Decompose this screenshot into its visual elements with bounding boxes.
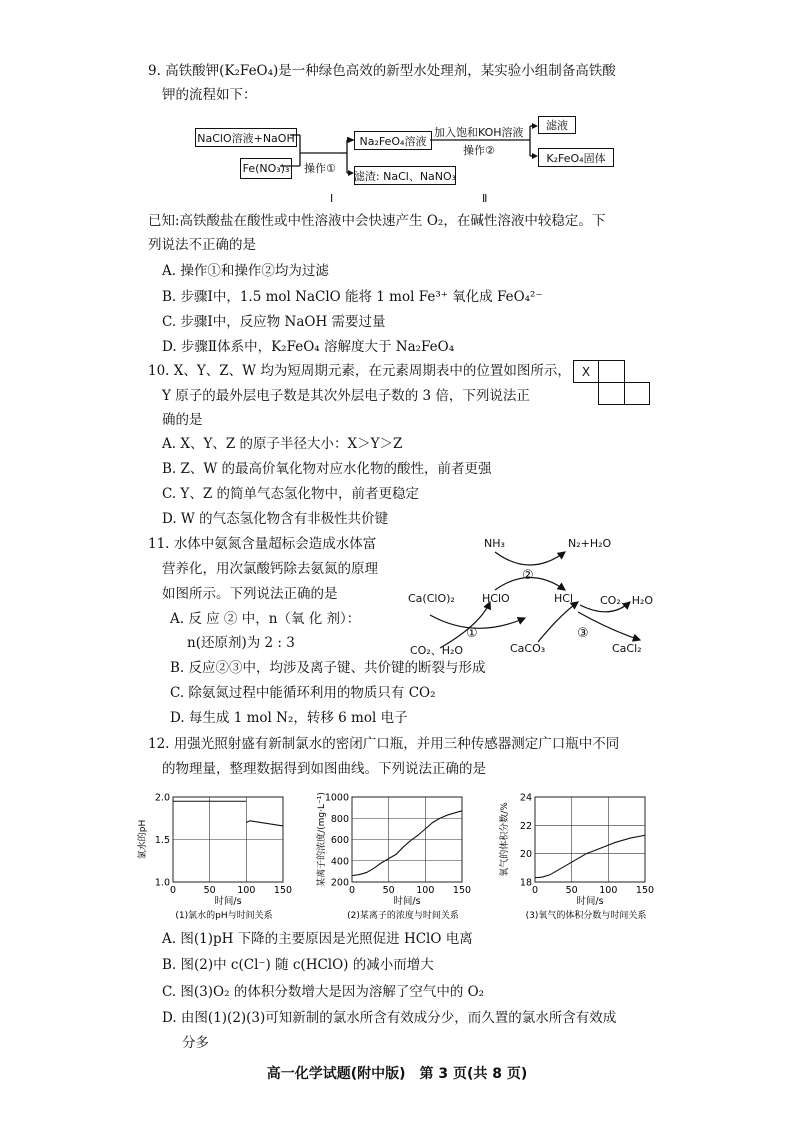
chart-y-tick-label: 400 bbox=[330, 856, 349, 868]
chart-x-tick-label: 0 bbox=[531, 885, 539, 896]
q9-stem-line1: 9. 高铁酸钾(K₂FeO₄)是一种绿色高效的新型水处理剂，某实验小组制备高铁酸 bbox=[148, 63, 616, 79]
chart-y-tick-label: 1000 bbox=[324, 792, 349, 804]
chart-title: (3)氧气的体积分数与时间关系 bbox=[525, 911, 647, 921]
chart-y-tick-label: 24 bbox=[519, 792, 532, 804]
q12-charts bbox=[135, 785, 675, 925]
q11-caclo2-label: Ca(ClO)₂ bbox=[408, 592, 455, 605]
q11-hclo-label: HClO bbox=[482, 592, 510, 605]
chart-series-line bbox=[352, 811, 462, 876]
chart-x-tick-label: 150 bbox=[452, 885, 472, 896]
chart-y-tick-label: 1.0 bbox=[154, 877, 170, 889]
chart-series-line bbox=[535, 835, 645, 878]
page-footer: 高一化学试题(附中版) 第 3 页(共 8 页) bbox=[266, 1066, 528, 1082]
chart-y-axis-label: 氯水的pH bbox=[138, 819, 148, 860]
q11-stem-line3: 如图所示。下列说法正确的是 bbox=[162, 586, 338, 602]
q9-box-fe-no3: Fe(NO₃)₃ bbox=[240, 158, 292, 179]
q11-hcl-label: HCl bbox=[554, 592, 574, 605]
q12-option-d-line2: 分多 bbox=[182, 1035, 209, 1051]
chart-x-tick-label: 100 bbox=[416, 885, 435, 896]
q11-stem-line2: 营养化，用次氯酸钙除去氨氮的原理 bbox=[162, 561, 378, 577]
q10-option-c: C. Y、Z 的简单气态氢化物中，前者更稳定 bbox=[162, 486, 420, 502]
q11-co2-h2o-top-label: CO₂、H₂O bbox=[600, 594, 654, 607]
chart-frame bbox=[535, 797, 645, 882]
q12-option-d-line1: D. 由图(1)(2)(3)可知新制的氯水所含有效成分少，而久置的氯水所含有效成 bbox=[162, 1010, 617, 1026]
q9-op2-label: 操作② bbox=[463, 144, 495, 157]
q11-option-a-line1: A. 反 应 ② 中，n（氧 化 剂）： bbox=[170, 611, 361, 627]
q9-box-residue: 滤渣: NaCl、NaNO₃ bbox=[354, 166, 456, 185]
periodic-cell-empty bbox=[598, 382, 625, 405]
chart-y-tick-label: 20 bbox=[519, 849, 532, 861]
chart-y-axis-label: 氧气的体积分数/% bbox=[500, 802, 510, 877]
q9-step2-label: Ⅱ bbox=[482, 192, 488, 205]
chart-y-tick-label: 2.0 bbox=[154, 792, 170, 804]
q9-box-naclo-naoh: NaClO溶液+NaOH bbox=[195, 128, 297, 147]
q9-option-d: D. 步骤Ⅱ体系中，K₂FeO₄ 溶解度大于 Na₂FeO₄ bbox=[162, 339, 455, 355]
q9-option-b: B. 步骤Ⅰ中，1.5 mol NaClO 能将 1 mol Fe³⁺ 氧化成 FeO₄²⁻ bbox=[162, 289, 543, 305]
chart-x-tick-label: 150 bbox=[273, 885, 293, 896]
q9-box-k2feo4: K₂FeO₄固体 bbox=[538, 148, 614, 167]
q9-box-filtrate: 滤液 bbox=[538, 116, 576, 134]
q11-co2-h2o-bottom-label: CO₂、H₂O bbox=[410, 644, 464, 657]
chart-x-tick-label: 50 bbox=[382, 885, 395, 896]
q9-known-line2: 列说法不正确的是 bbox=[148, 237, 256, 253]
q12-stem-line2: 的物理量，整理数据得到如图曲线。下列说法正确的是 bbox=[162, 761, 486, 777]
chart-x-tick-label: 50 bbox=[203, 885, 216, 896]
chart-x-tick-label: 150 bbox=[635, 885, 655, 896]
chart-y-tick-label: 600 bbox=[330, 835, 349, 846]
q10-option-b: B. Z、W 的最高价氧化物对应水化物的酸性，前者更强 bbox=[162, 461, 492, 477]
chart-title: (2)某离子的浓度与时间关系 bbox=[347, 911, 459, 921]
q10-stem-line3: 确的是 bbox=[162, 412, 203, 428]
q10-option-a: A. X、Y、Z 的原子半径大小：X＞Y＞Z bbox=[162, 436, 403, 452]
q11-cacl2-label: CaCl₂ bbox=[612, 642, 642, 655]
q11-option-d: D. 每生成 1 mol N₂，转移 6 mol 电子 bbox=[170, 710, 408, 726]
q9-stem-line2: 钾的流程如下： bbox=[162, 87, 257, 103]
q10-option-d: D. W 的气态氢化物含有非极性共价键 bbox=[162, 511, 389, 527]
chart-y-tick-label: 800 bbox=[330, 813, 349, 825]
q9-box-na2feo4: Na₂FeO₄溶液 bbox=[354, 131, 432, 150]
chart-y-tick-label: 18 bbox=[519, 877, 532, 889]
q11-reaction3-number: ③ bbox=[577, 626, 589, 641]
q9-op1-label: 操作① bbox=[304, 162, 336, 175]
chart-y-tick-label: 1.5 bbox=[154, 835, 170, 846]
q11-stem-line1: 11. 水体中氨氮含量超标会造成水体富 bbox=[148, 536, 377, 552]
periodic-cell-empty bbox=[598, 360, 625, 383]
q11-reaction1-number: ① bbox=[466, 626, 478, 641]
q12-stem-line1: 12. 用强光照射盛有新制氯水的密闭广口瓶，并用三种传感器测定广口瓶中不同 bbox=[148, 736, 620, 752]
q11-nh3-label: NH₃ bbox=[484, 537, 505, 550]
q11-option-a-line2: n(还原剂)为 2 : 3 bbox=[187, 635, 295, 651]
q10-stem-line2: Y 原子的最外层电子数是其次外层电子数的 3 倍，下列说法正 bbox=[162, 388, 530, 404]
chart-x-tick-label: 50 bbox=[565, 885, 578, 896]
q9-known-line1: 已知:高铁酸盐在酸性或中性溶液中会快速产生 O₂，在碱性溶液中较稳定。下 bbox=[148, 213, 606, 229]
chart-y-axis-label: 某离子的浓度/(mg·L⁻¹) bbox=[317, 792, 327, 887]
chart-x-tick-label: 0 bbox=[169, 885, 177, 896]
chart-y-tick-label: 22 bbox=[519, 820, 532, 832]
q12-option-a: A. 图(1)pH 下降的主要原因是光照促进 HClO 电离 bbox=[162, 931, 473, 947]
q9-op2-reagent: 加入饱和KOH溶液 bbox=[434, 126, 524, 139]
chart-series-line bbox=[246, 821, 283, 826]
chart-x-tick-label: 100 bbox=[599, 885, 618, 896]
chart-x-axis-label: 时间/s bbox=[576, 896, 604, 907]
chart-x-axis-label: 时间/s bbox=[214, 896, 242, 907]
chart-y-tick-label: 200 bbox=[330, 877, 349, 889]
q11-option-b: B. 反应②③中，均涉及离子键、共价键的断裂与形成 bbox=[170, 660, 486, 676]
q12-option-c: C. 图(3)O₂ 的体积分数增大是因为溶解了空气中的 O₂ bbox=[162, 984, 485, 1000]
chart-x-axis-label: 时间/s bbox=[393, 896, 421, 907]
chart-x-tick-label: 0 bbox=[348, 885, 356, 896]
chart-title: (1)氯水的pH与时间关系 bbox=[175, 911, 273, 921]
periodic-cell-x: X bbox=[573, 360, 599, 383]
q9-step1-label: Ⅰ bbox=[330, 192, 334, 205]
q11-option-c: C. 除氨氮过程中能循环利用的物质只有 CO₂ bbox=[170, 685, 436, 701]
q12-option-b: B. 图(2)中 c(Cl⁻) 随 c(HClO) 的减小而增大 bbox=[162, 957, 434, 973]
chart-x-tick-label: 100 bbox=[237, 885, 256, 896]
periodic-cell-empty bbox=[624, 382, 650, 405]
q9-option-a: A. 操作①和操作②均为过滤 bbox=[162, 263, 329, 279]
q10-stem-line1: 10. X、Y、Z、W 均为短周期元素，在元素周期表中的位置如图所示， bbox=[148, 363, 571, 379]
q11-caco3-label: CaCO₃ bbox=[510, 642, 546, 655]
q11-reaction2-number: ② bbox=[522, 568, 534, 583]
q9-option-c: C. 步骤Ⅰ中，反应物 NaOH 需要过量 bbox=[162, 314, 386, 330]
q11-n2-h2o-label: N₂+H₂O bbox=[568, 537, 612, 550]
